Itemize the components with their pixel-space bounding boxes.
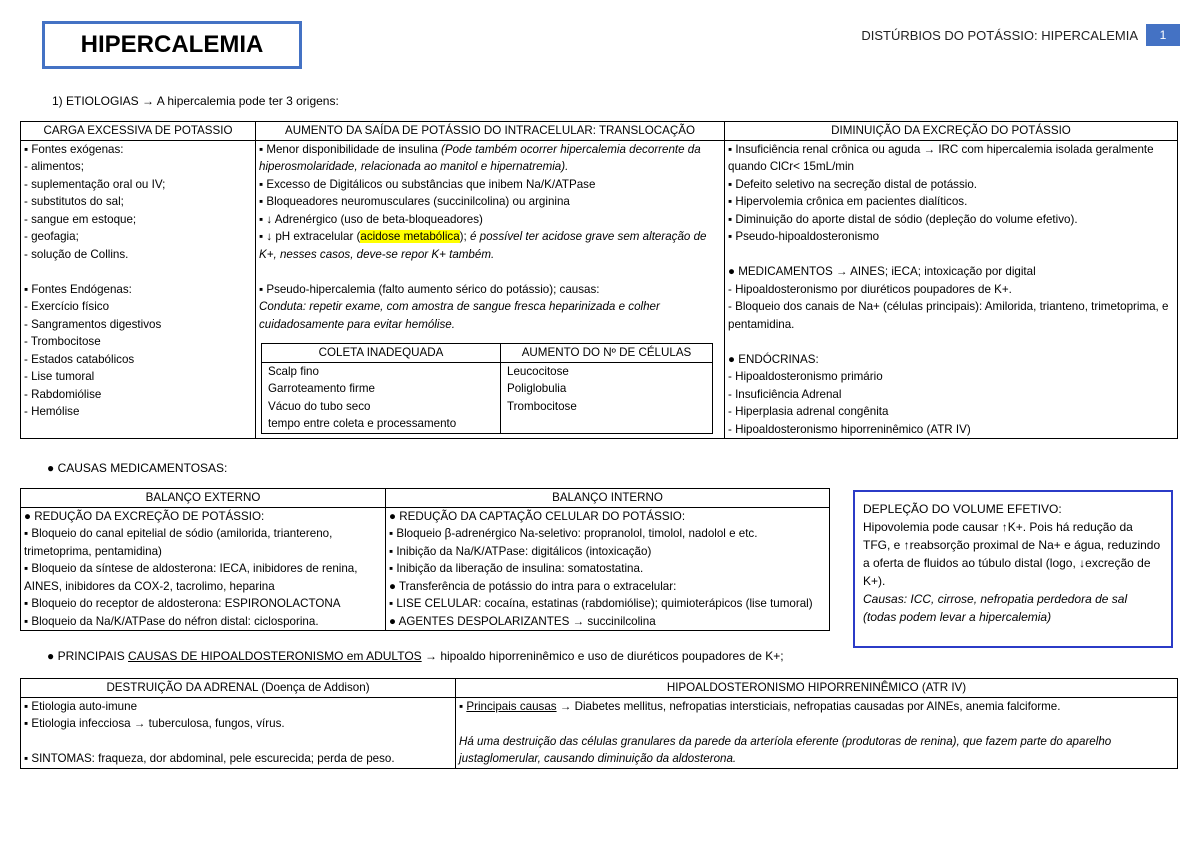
hypo-col-atr4 (456, 697, 1178, 768)
list-item: ▪ SINTOMAS: fraqueza, dor abdominal, pele escurecida; perda de peso. (24, 752, 395, 765)
list-item: - Trombocitose (24, 335, 101, 348)
page-number: 1 (1146, 24, 1180, 46)
list-item: Poliglobulia (507, 382, 567, 395)
highlight-acidose: acidose metabólica (360, 230, 460, 243)
list-item: - Sangramentos digestivos (24, 317, 162, 331)
etiology-table (20, 121, 1178, 439)
list-item: - Exercício físico (24, 300, 110, 313)
list-item: ▪ Etiologia infecciosa → tuberculosa, fungos, vírus. (24, 717, 285, 730)
list-item: - Insuficiência Adrenal (728, 387, 842, 401)
hypoaldo-line: ● PRINCIPAIS CAUSAS DE HIPOALDOSTERONISMO em ADULTOS → hipoaldo hiporreninêmico e uso de diuréticos poupadores de K+; (47, 649, 784, 663)
pseudo-hyperkalemia-table (261, 343, 713, 434)
list-item: ▪ Excesso de Digitálicos ou substâncias que inibem Na/K/ATPase (259, 177, 596, 191)
list-item: - geofagia; (24, 230, 79, 243)
etio-col3-header: DIMINUIÇÃO DA EXCREÇÃO DO POTÁSSIO (725, 122, 1178, 141)
list-item: Vácuo do tubo seco (268, 399, 371, 413)
list-item: ▪ Principais causas → Diabetes mellitus, nefropatias intersticiais, nefropatias causadas por AINEs, anemia falciforme. (459, 699, 1061, 713)
list-item: Conduta: repetir exame, com amostra de sangue fresca heparinizada e colher cuidadosamente para evitar hemólise. (259, 300, 660, 331)
etio-col2 (256, 140, 725, 439)
list-item: ▪ Inibição da Na/K/ATPase: digitálicos (intoxicação) (389, 544, 652, 558)
sub-header-coleta: COLETA INADEQUADA (262, 344, 501, 363)
list-item: ▪ ↓ pH extracelular (acidose metabólica); é possível ter acidose grave sem alteração de K+, nesses casos, deve-se repor K+ também. (259, 230, 707, 261)
list-item: - alimentos; (24, 160, 84, 173)
hypoaldo-table (20, 678, 1178, 769)
list-item: - sangue em estoque; (24, 212, 137, 226)
hypo-col-addison (21, 697, 456, 768)
list-item: ▪ Bloqueio do receptor de aldosterona: ESPIRONOLACTONA (24, 597, 341, 610)
depletion-title: DEPLEÇÃO DO VOLUME EFETIVO: (863, 502, 1062, 516)
list-item: ▪ Pseudo-hipercalemia (falto aumento sérico do potássio); causas: (259, 282, 600, 296)
list-item: ● ENDÓCRINAS: (728, 352, 819, 366)
list-item: ● AGENTES DESPOLARIZANTES → succinilcolina (389, 614, 656, 628)
list-item: ▪ Menor disponibilidade de insulina (Pode também ocorrer hipercalemia decorrente da hiperosmolaridade, relacionada ao manitol e hipernatremia). (259, 142, 701, 173)
list-item: Há uma destruição das células granulares da parede da arteríola eferente (produtoras de renina), que fazem parte do aparelho justaglomerular, causando diminuição da aldosterona. (459, 734, 1112, 765)
list-item: ● Transferência de potássio do intra para o extracelular: (389, 579, 677, 593)
med-col-externo (21, 507, 386, 631)
list-item: Leucocitose (507, 364, 569, 378)
intro-line: 1) ETIOLOGIAS → A hipercalemia pode ter 3 origens: (52, 94, 339, 108)
list-item: - Hipoaldosteronismo por diuréticos poupadores de K+. (728, 282, 1012, 296)
list-item: ● REDUÇÃO DA EXCREÇÃO DE POTÁSSIO: (24, 509, 265, 523)
med-col-interno (386, 507, 830, 631)
list-item: Garroteamento firme (268, 382, 375, 395)
celulas-list (501, 362, 713, 433)
list-item: ● REDUÇÃO DA CAPTAÇÃO CELULAR DO POTÁSSIO: (389, 509, 686, 523)
etio-col1-header: CARGA EXCESSIVA DE POTASSIO (21, 122, 256, 141)
etio-col1 (21, 140, 256, 439)
coleta-list (262, 362, 501, 433)
etio-col2-header: AUMENTO DA SAÍDA DE POTÁSSIO DO INTRACELULAR: TRANSLOCAÇÃO (256, 122, 725, 141)
list-item: - Rabdomiólise (24, 387, 102, 401)
page-title: HIPERCALEMIA (42, 21, 302, 69)
depletion-causes: Causas: ICC, cirrose, nefropatia perdedora de sal (todas podem levar a hipercalemia) (863, 592, 1128, 624)
depletion-body: Hipovolemia pode causar ↑K+. Pois há redução da TFG, e ↑reabsorção proximal de Na+ e água, reduzindo a oferta de fluidos ao túbulo distal (logo, ↓excreção de K+). (863, 520, 1161, 588)
hypo-header-addison: DESTRUIÇÃO DA ADRENAL (Doença de Addison) (21, 679, 456, 698)
medication-table (20, 488, 830, 631)
list-item: - Bloqueio dos canais de Na+ (células principais): Amilorida, trianteno, trimetoprima, e pentamidina. (728, 300, 1169, 331)
list-item: Scalp fino (268, 364, 319, 378)
list-item: ▪ Fontes exógenas: (24, 142, 124, 156)
list-item: ▪ Hipervolemia crônica em pacientes dialíticos. (728, 195, 968, 208)
list-item: - Hipoaldosteronismo primário (728, 370, 883, 383)
list-item: ▪ Diminuição do aporte distal de sódio (depleção do volume efetivo). (728, 212, 1078, 226)
depletion-box (853, 490, 1173, 648)
list-item: ● MEDICAMENTOS → AINES; iECA; intoxicação por digital (728, 265, 1036, 278)
etio-col3 (725, 140, 1178, 439)
list-item: ▪ Fontes Endógenas: (24, 282, 132, 296)
list-item: - substitutos do sal; (24, 195, 124, 208)
list-item: ▪ Etiologia auto-imune (24, 699, 138, 713)
list-item: - Hiperplasia adrenal congênita (728, 405, 889, 418)
med-header-externo: BALANÇO EXTERNO (21, 489, 386, 508)
list-item: ▪ ↓ Adrenérgico (uso de beta-bloqueadores) (259, 212, 483, 226)
sub-header-celulas: AUMENTO DO Nº DE CÉLULAS (501, 344, 713, 363)
list-item: ▪ Bloqueio da Na/K/ATPase do néfron distal: ciclosporina. (24, 614, 319, 628)
section-title-medicamentosas: ● CAUSAS MEDICAMENTOSAS: (47, 461, 228, 475)
list-item: ▪ Insuficiência renal crônica ou aguda → IRC com hipercalemia isolada geralmente quando ClCr< 15mL/min (728, 142, 1154, 173)
hypo-header-atr4: HIPOALDOSTERONISMO HIPORRENINÊMICO (ATR IV) (456, 679, 1178, 698)
list-item: ▪ Defeito seletivo na secreção distal de potássio. (728, 177, 978, 191)
running-title: DISTÚRBIOS DO POTÁSSIO: HIPERCALEMIA (861, 28, 1138, 43)
list-item: ▪ Bloqueio do canal epitelial de sódio (amilorida, triantereno, trimetoprima, pentamidina) (24, 527, 333, 558)
list-item: tempo entre coleta e processamento (268, 417, 457, 430)
list-item: ▪ Bloqueio da síntese de aldosterona: IECA, inibidores de renina, AINES, inibidores da COX-2, tacrolimo, heparina (24, 562, 358, 593)
list-item: - solução de Collins. (24, 247, 129, 261)
list-item: ▪ LISE CELULAR: cocaína, estatinas (rabdomiólise); quimioterápicos (lise tumoral) (389, 597, 813, 610)
list-item: - Hipoaldosteronismo hiporreninêmico (ATR IV) (728, 422, 971, 436)
list-item: - Lise tumoral (24, 370, 95, 383)
list-item: Trombocitose (507, 399, 577, 413)
list-item: ▪ Pseudo-hipoaldosteronismo (728, 230, 880, 243)
list-item: - suplementação oral ou IV; (24, 177, 166, 191)
list-item: - Hemólise (24, 405, 80, 418)
list-item: ▪ Bloqueio β-adrenérgico Na-seletivo: propranolol, timolol, nadolol e etc. (389, 527, 758, 540)
med-header-interno: BALANÇO INTERNO (386, 489, 830, 508)
list-item: ▪ Inibição da liberação de insulina: somatostatina. (389, 562, 644, 575)
list-item: ▪ Bloqueadores neuromusculares (succinilcolina) ou arginina (259, 195, 570, 208)
list-item: - Estados catabólicos (24, 352, 135, 366)
